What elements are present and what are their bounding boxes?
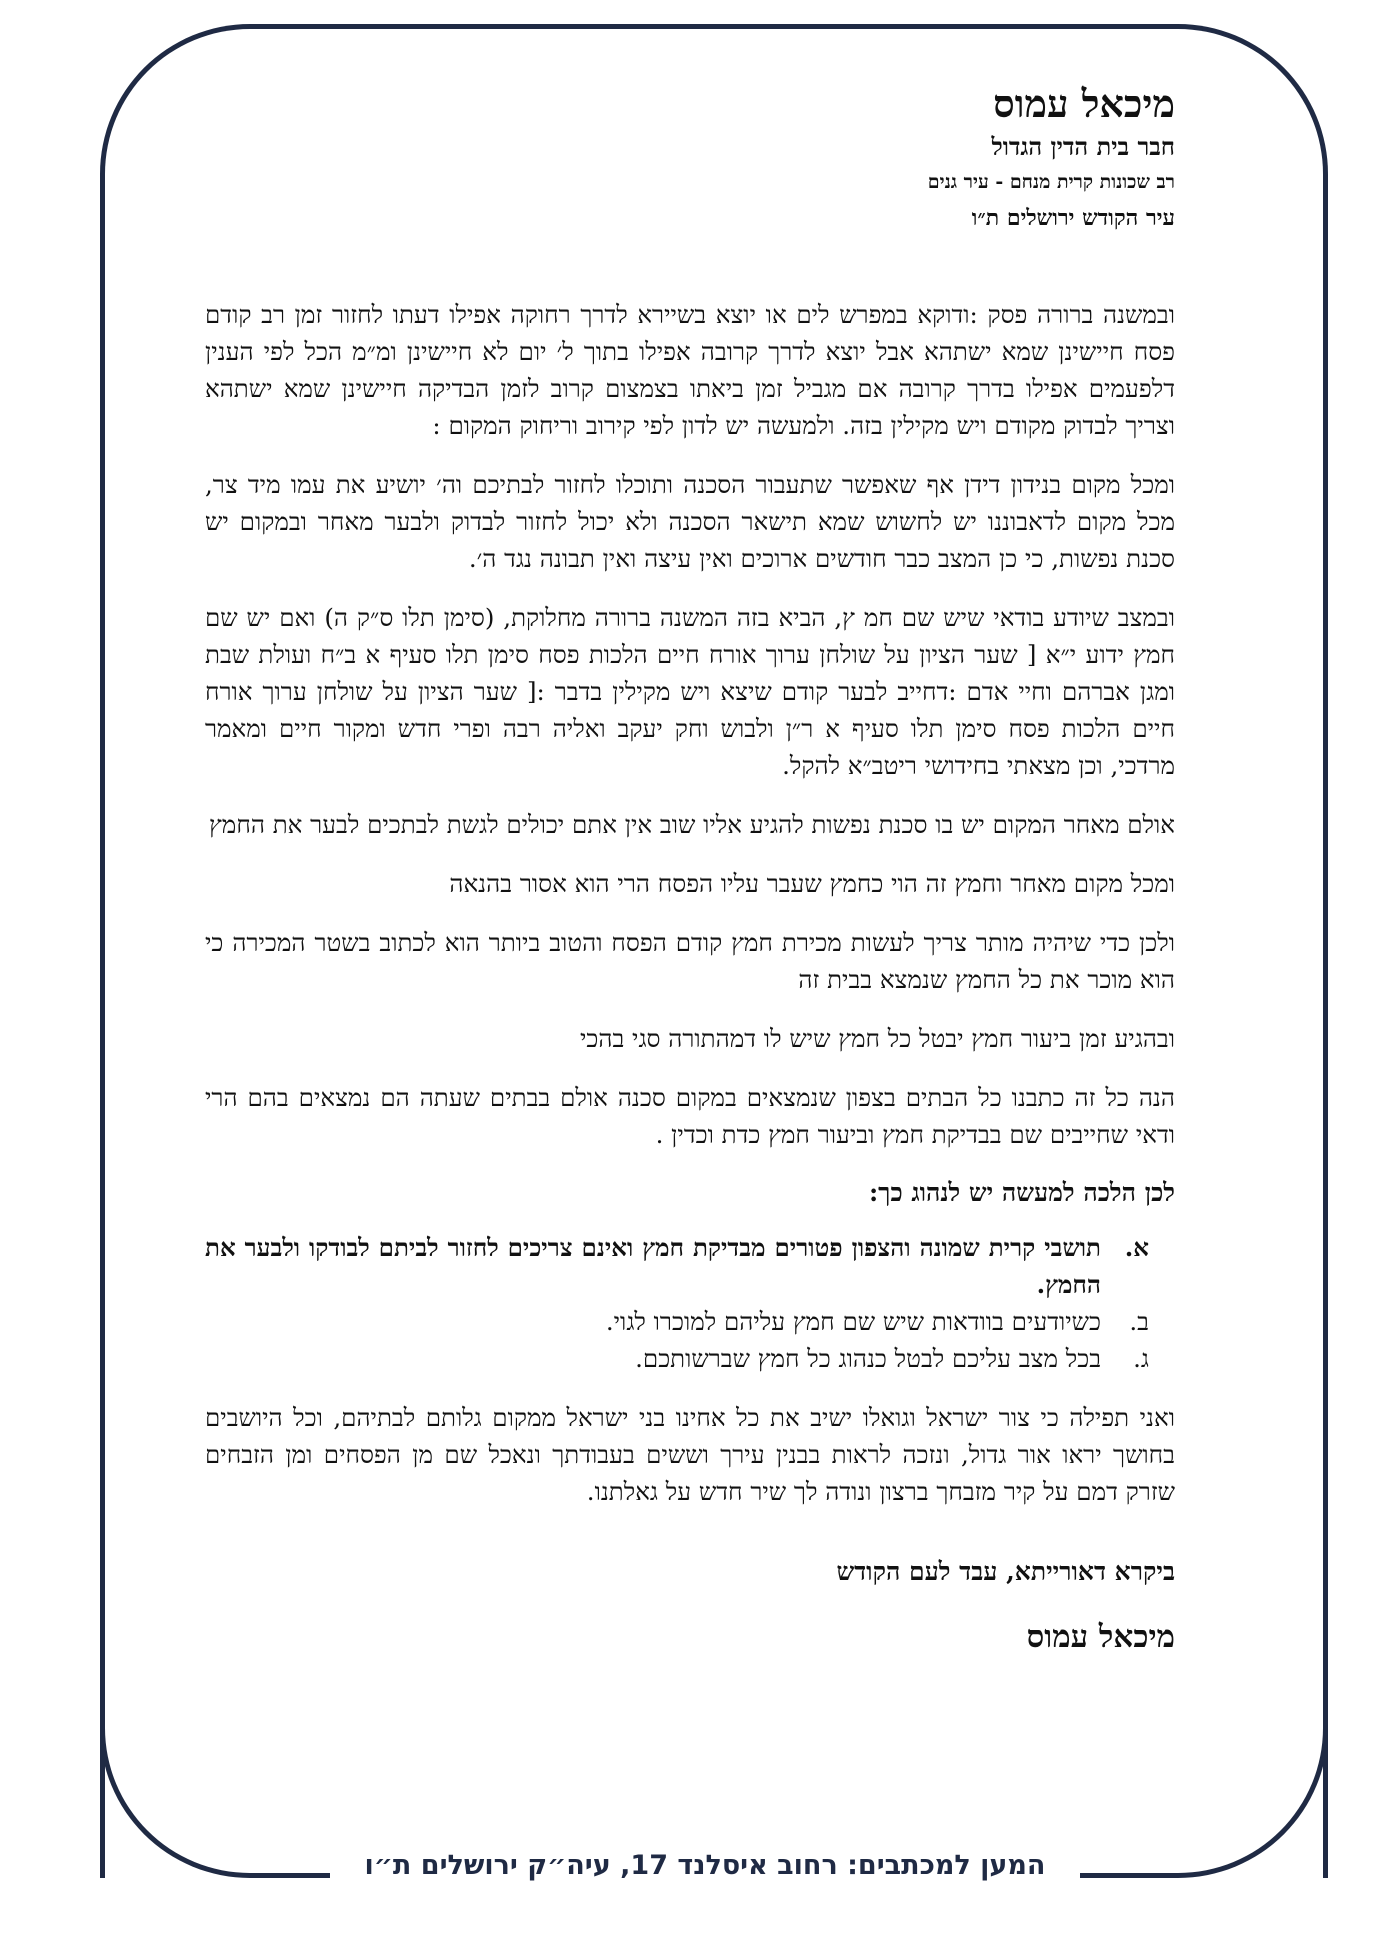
closing-line: ביקרא דאורייתא, עבד לעם הקודש: [836, 1557, 1175, 1586]
letterhead-title: חבר בית הדין הגדול: [991, 132, 1175, 161]
ruling-heading: לכן הלכה למעשה יש לנהוג כך:: [868, 1178, 1175, 1207]
ruling-list: [205, 1229, 1175, 1377]
list-item: [205, 1229, 1175, 1303]
paragraph: ומכל מקום בנידון דידן אף שאפשר שתעבור הסכנה ותוכלו לחזור לבתיכם וה׳ יושיע את עמו מיד צר, מכל מקום לדאבוננו יש לחשוש שמא תישאר הסכנה ולא יכול לחזור לבדוק ולבער מאחר ובמקום יש סכנת נפשות, כי כן המצב כבר חודשים ארוכים ואין עיצה ואין תבונה נגד ה׳.: [205, 470, 1175, 573]
list-item-text: כשיודעים בוודאות שיש שם חמץ עליהם למוכרו לגוי.: [605, 1307, 1101, 1336]
list-item: [205, 1340, 1175, 1377]
list-item: [205, 1303, 1175, 1340]
letterhead-name: מיכאל עמוס: [993, 81, 1175, 126]
footer-rule-right: [1080, 1873, 1132, 1878]
list-item-text: בכל מצב עליכם לבטל כנהוג כל חמץ שברשותכם.: [635, 1344, 1101, 1373]
paragraph: ובמצב שיודע בודאי שיש שם חמ ץ, הביא בזה המשנה ברורה מחלוקת, (סימן תלו ס״ק ה) ואם יש שם חמץ ידוע י״א [ שער הציון על שולחן ערוך אורח חיים הלכות פסח סימן תלו סעיף א ב״ח ועולת שבת ומגן אברהם וחיי אדם :דחייב לבער קודם שיצא ויש מקילין בדבר :[ שער הציון על שולחן ערוך אורח חיים הלכות פסח סימן תלו סעיף א ר״ן ולבוש וחק יעקב ואליה רבה ופרי חדש ומקור חיים ומאמר מרדכי, וכן מצאתי בחידושי ריטב״א להקל.: [205, 603, 1175, 780]
list-marker: א.: [1124, 1233, 1149, 1262]
letterhead-position: רב שכונות קרית מנחם - עיר גנים: [927, 171, 1175, 193]
paragraph: אולם מאחר המקום יש בו סכנת נפשות להגיע אליו שוב אין אתם יכולים לגשת לבתכים לבער את החמץ: [209, 810, 1175, 839]
footer-address: המען למכתבים: רחוב איסלנד 17, עיה״ק ירושלים ת״ו: [364, 1850, 1046, 1881]
closing-wrap: [205, 1532, 1175, 1616]
signature: מיכאל עמוס: [1026, 1619, 1175, 1655]
prayer-paragraph: ואני תפילה כי צור ישראל וגואלו ישיב את כל אחינו בני ישראל ממקום גלותם לבתיהם, וכל היושבים בחושך יראו אור גדול, ונזכה לראות בבנין עירך וששים בעבודתך ונאכל שם מן הפסחים ומן הזבחים שזרק דמם על קיר מזבחך ברצון ונודה לך שיר חדש על גאלתנו.: [205, 1403, 1175, 1506]
signature-wrap: [205, 1616, 1175, 1658]
paragraph: ובמשנה ברורה פסק :ודוקא במפרש לים או יוצא בשיירא לדרך רחוקה אפילו דעתו לחזור זמן רב קודם פסח חיישינן שמא ישתהא אבל יוצא לדרך קרובה אפילו בתוך ל׳ יום לא חיישינן ומ״מ הכל לפי הענין דלפעמים אפילו בדרך קרובה אם מגביל זמן ביאתו בצמצום קרוב לזמן הבדיקה חיישינן שמא ישתהא וצריך לבדוק מקודם ויש מקילין בזה. ולמעשה יש לדון לפי קירוב וריחוק המקום :: [205, 300, 1175, 440]
paragraph: ובהגיע זמן ביעור חמץ יבטל כל חמץ שיש לו דמהתורה סגי בהכי: [579, 1024, 1175, 1053]
list-item-text: תושבי קרית שמונה והצפון פטורים מבדיקת חמץ ואינם צריכים לחזור לביתם לבודקו ולבער את החמץ.: [205, 1233, 1101, 1299]
list-marker: ב.: [1129, 1307, 1149, 1336]
paragraph: ולכן כדי שיהיה מותר צריך לעשות מכירת חמץ קודם הפסח והטוב ביותר הוא לכתוב בשטר המכירה כי הוא מוכר את כל החמץ שנמצא בבית זה: [205, 928, 1175, 994]
paragraph: ומכל מקום מאחר וחמץ זה הוי כחמץ שעבר עליו הפסח הרי הוא אסור בהנאה: [449, 869, 1175, 898]
list-marker: ג.: [1133, 1344, 1149, 1373]
letterhead-city: עיר הקודש ירושלים ת״ו: [971, 205, 1175, 231]
letterhead: [205, 80, 1175, 238]
paragraph: הנה כל זה כתבנו כל הבתים בצפון שנמצאים במקום סכנה אולם בבתים שעתה הם נמצאים בהם הרי ודאי שחייבים שם בבדיקת חמץ וביעור חמץ כדת וכדין .: [205, 1083, 1175, 1149]
footer-rule-left: [295, 1873, 330, 1878]
letter-body: [205, 80, 1175, 1658]
